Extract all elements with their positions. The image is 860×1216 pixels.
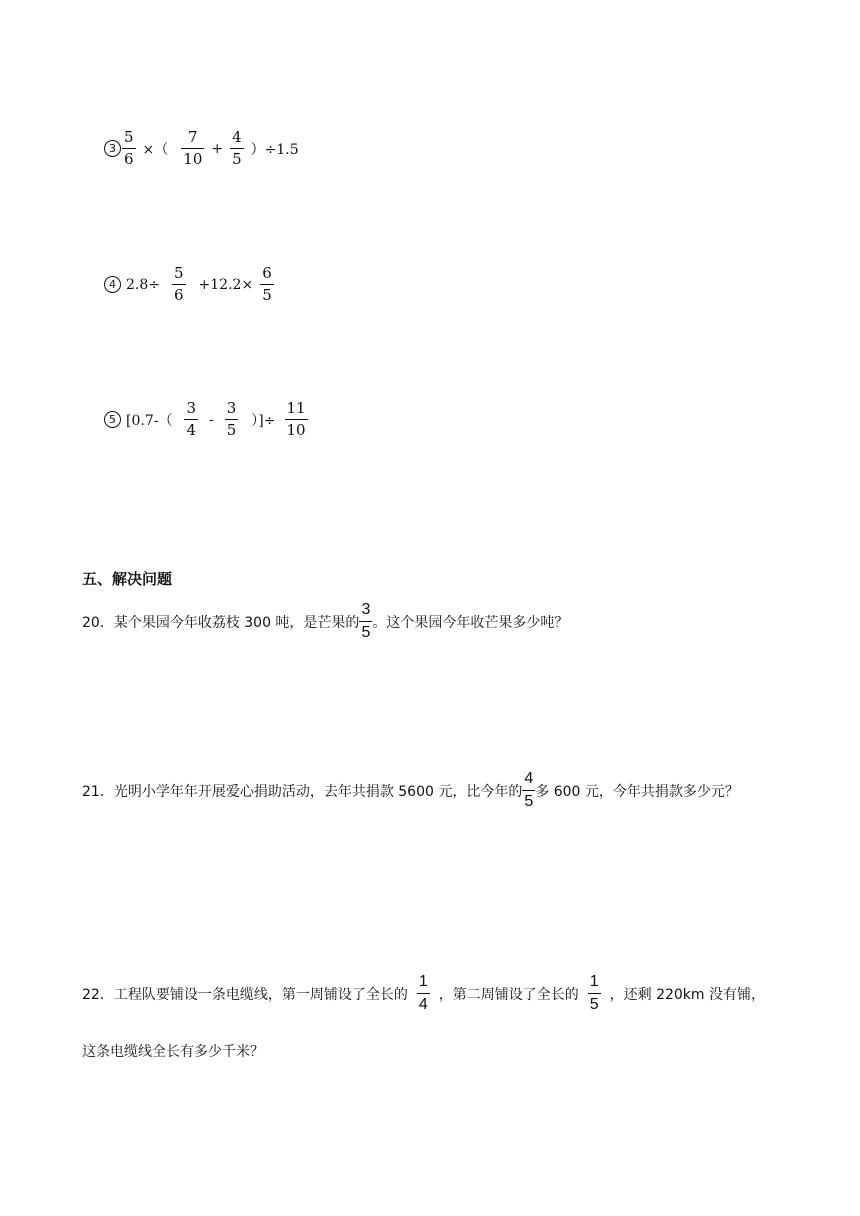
- fraction: $\frac{5}{6}$: [174, 264, 184, 304]
- expression-text: 2.8÷: [126, 276, 160, 293]
- fraction: $\frac{6}{5}$: [262, 264, 272, 304]
- circled-number-3: 3: [104, 140, 121, 157]
- fraction: $\frac{1}{4}$: [418, 973, 428, 1013]
- expression-text: [0.7-（: [126, 412, 173, 429]
- circled-number-4: 4: [104, 276, 121, 293]
- question-text: 20．某个果园今年收荔枝 300 吨，是芒果的: [82, 614, 360, 631]
- fraction: $\frac{11}{10}$: [286, 399, 306, 439]
- question-text: ，第二周铺设了全长的: [438, 986, 579, 1003]
- operator: -: [209, 411, 214, 428]
- fraction: $\frac{3}{5}$: [361, 601, 371, 641]
- question-21: [82, 771, 739, 810]
- question-text: 多 600 元，今年共捐款多少元？: [535, 783, 739, 800]
- circled-number-5: 5: [104, 411, 121, 428]
- question-text: ，还剩 220km 没有铺，: [609, 986, 766, 1003]
- calc-item-3: [104, 130, 307, 167]
- question-20: [82, 602, 568, 641]
- fraction: $\frac{4}{5}$: [232, 128, 242, 168]
- calc-item-4: [104, 266, 273, 303]
- question-22: [82, 974, 765, 1013]
- fraction: $\frac{5}{6}$: [124, 128, 134, 168]
- fraction: $\frac{3}{5}$: [226, 399, 237, 439]
- section-title: 五、解决问题: [82, 570, 173, 588]
- fraction: $\frac{3}{4}$: [186, 399, 197, 439]
- question-22-line-2: 这条电缆线全长有多少千米？: [82, 1044, 264, 1060]
- operator: ×（: [142, 141, 169, 158]
- calc-item-5: [104, 401, 307, 438]
- operator: ）÷1.5: [250, 141, 299, 158]
- fraction: $\frac{4}{5}$: [524, 770, 534, 810]
- question-text: 。这个果园今年收芒果多少吨？: [372, 614, 569, 631]
- question-text: 22．工程队要铺设一条电缆线，第一周铺设了全长的: [82, 986, 408, 1003]
- fraction: $\frac{1}{5}$: [589, 973, 599, 1013]
- expression-text: ）]÷: [251, 412, 276, 429]
- expression-text: +12.2×: [198, 276, 254, 293]
- operator: +: [211, 140, 224, 157]
- fraction: $\frac{7}{10}$: [183, 128, 203, 168]
- question-text: 21．光明小学年年开展爱心捐助活动，去年共捐款 5600 元，比今年的: [82, 783, 523, 800]
